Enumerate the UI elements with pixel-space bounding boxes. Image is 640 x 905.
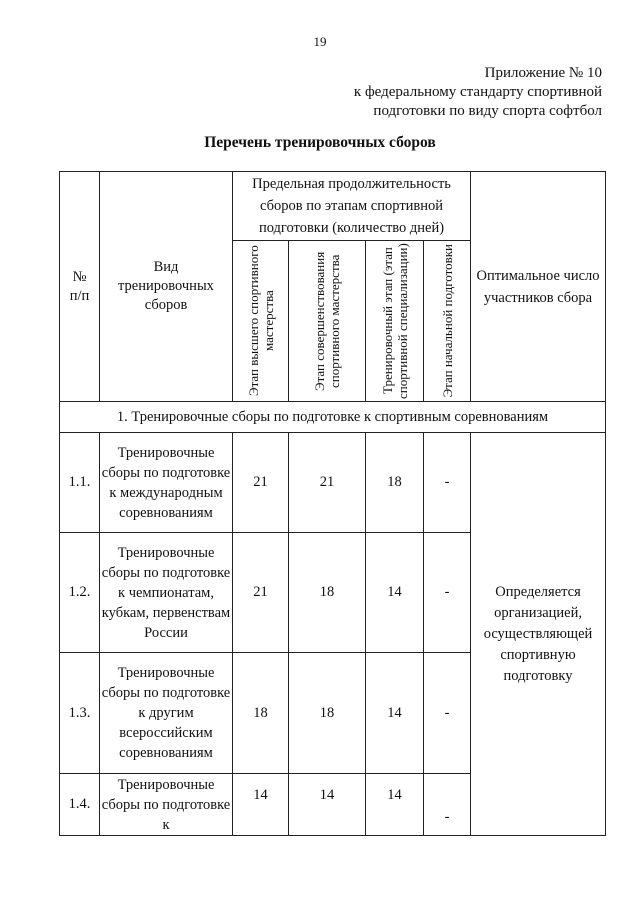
row-value-stage1: 21	[233, 433, 289, 533]
header-stage-highest: Этап высшего спортивного мастерства	[233, 241, 289, 402]
header-type: Вид тренировочных сборов	[100, 172, 233, 402]
row-value-stage2: 21	[289, 433, 366, 533]
header-optimal: Оптимальное число участников сбора	[471, 172, 606, 402]
optimal-participants: Определяется организацией, осуществляющей спортивную подготовку	[471, 433, 606, 836]
appendix-line-1: Приложение № 10	[484, 65, 602, 81]
row-value-stage2: 18	[289, 533, 366, 653]
row-value-stage3: 18	[366, 433, 424, 533]
training-camps-table	[59, 171, 606, 836]
row-value-stage1: 18	[233, 653, 289, 774]
document-title: Перечень тренировочных сборов	[204, 134, 436, 151]
row-value-stage4: -	[424, 774, 471, 836]
row-number: 1.3.	[60, 653, 100, 774]
appendix-header	[354, 64, 602, 121]
appendix-line-3: подготовки по виду спорта софтбол	[373, 103, 602, 119]
row-number: 1.4.	[60, 774, 100, 836]
row-value-stage4: -	[424, 433, 471, 533]
row-value-stage4: -	[424, 653, 471, 774]
row-value-stage2: 14	[289, 774, 366, 836]
row-value-stage4: -	[424, 533, 471, 653]
row-name: Тренировочные сборы по подготовке к	[100, 774, 233, 836]
header-duration: Предельная продолжительность сборов по этапам спортивной подготовки (количество дней)	[233, 172, 471, 241]
row-value-stage3: 14	[366, 774, 424, 836]
header-stage-training: Тренировочный этап (этап спортивной специализации)	[366, 241, 424, 402]
row-name: Тренировочные сборы по подготовке к чемпионатам, кубкам, первенствам России	[100, 533, 233, 653]
section-heading: 1. Тренировочные сборы по подготовке к спортивным соревнованиям	[60, 402, 606, 433]
row-number: 1.1.	[60, 433, 100, 533]
row-name: Тренировочные сборы по подготовке к другим всероссийским соревнованиям	[100, 653, 233, 774]
row-number: 1.2.	[60, 533, 100, 653]
row-value-stage1: 21	[233, 533, 289, 653]
header-num: № п/п	[60, 172, 100, 402]
page-number: 19	[313, 34, 327, 49]
row-value-stage1: 14	[233, 774, 289, 836]
row-value-stage3: 14	[366, 653, 424, 774]
header-stage-initial: Этап начальной подготовки	[424, 241, 471, 402]
row-value-stage3: 14	[366, 533, 424, 653]
header-stage-improvement: Этап совершенствования спортивного мастерства	[289, 241, 366, 402]
row-name: Тренировочные сборы по подготовке к международным соревнованиям	[100, 433, 233, 533]
appendix-line-2: к федеральному стандарту спортивной	[353, 84, 602, 100]
row-value-stage2: 18	[289, 653, 366, 774]
